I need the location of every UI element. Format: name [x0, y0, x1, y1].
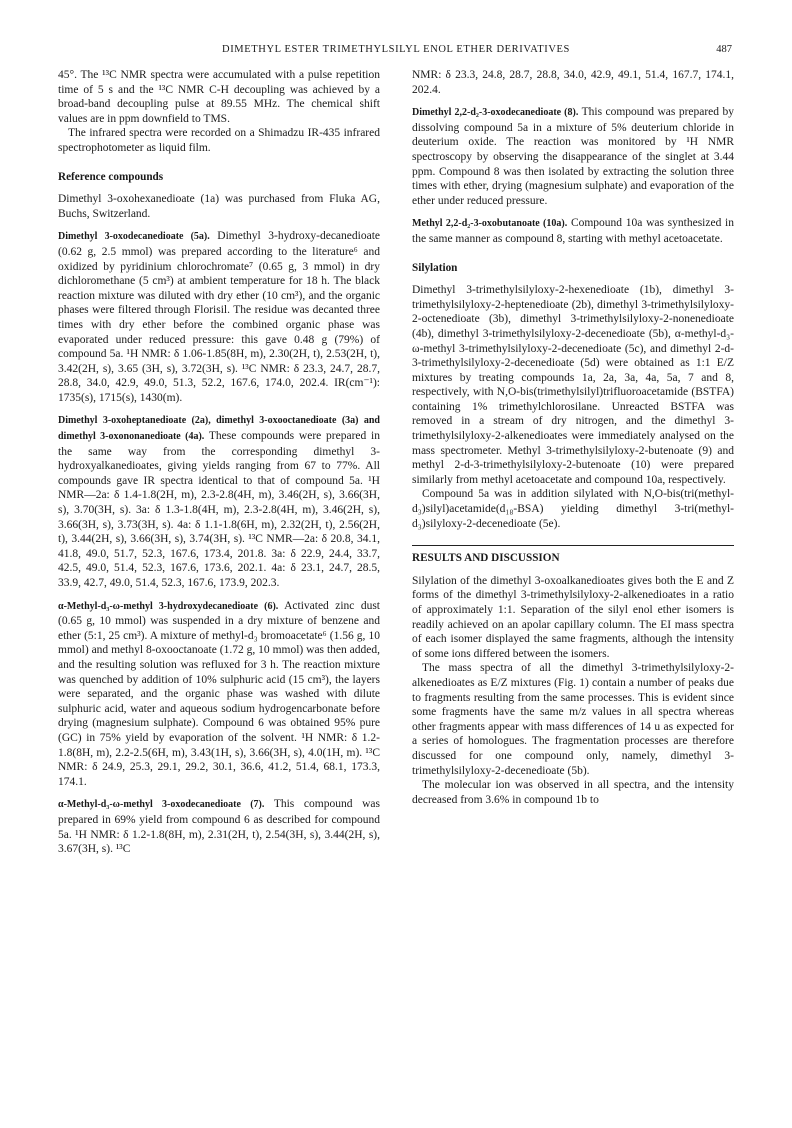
- page-number: 487: [716, 44, 732, 55]
- subheading-5a: Dimethyl 3-oxodecanedioate (5a).: [58, 231, 210, 243]
- subheading-6: α-Methyl-d₃-ω-methyl 3-hydroxydecanedioate (6).: [58, 600, 279, 612]
- paragraph: Dimethyl 3-oxohexanedioate (1a) was purchased from Fluka AG, Buchs, Switzerland.: [58, 193, 380, 220]
- section-heading-reference: Reference compounds: [58, 170, 164, 183]
- compound-6-text: Activated zinc dust (0.65 g, 10 mmol) was suspended in a dry mixture of benzene and ether (5:1, 25 cm³). A mixture of methyl-d₃ bromoacetate⁶ (1.56 g, 10 mmol) and methyl 8-oxooctanoate (1.72 g, 10 mmol) was then added, and the resulting solution was refluxed for 3 h. The reaction mixture was quenched by addition of 10% sulphuric acid (15 cm³), the layers were separated, and the organic phase was washed with dilute sulphuric acid, water and aqueous sodium hydrogencarbonate before drying (magnesium sulphate). Compound 6 was obtained 95% pure (GC) in 75% yield by evaporation of the solvent. ¹H NMR: δ 1.2-1.8(8H, m), 2.2-2.5(6H, m), 3.43(1H, s), 3.66(3H, s), 4.0(1H, m). ¹³C NMR: δ 24.9, 25.3, 29.1, 29.2, 30.1, 36.6, 41.2, 51.4, 68.1, 173.3, 174.1.: [58, 599, 380, 788]
- compound-6-paragraph: [58, 599, 380, 790]
- paragraph: Silylation of the dimethyl 3-oxoalkanedioates gives both the E and Z forms of the dimethyl 3-trimethylsilyloxy-2-alkenedioates in a ratio of approximately 1:1. Separation of the silyl enol ether isomers is readily achieved on an apolar capillary column. The EI mass spectra of each isomer displayed the same fragments, although the intensity of some ions differed between the isomers.: [412, 574, 734, 660]
- subheading-7: α-Methyl-d₃-ω-methyl 3-oxodecanedioate (7).: [58, 799, 265, 811]
- compound-10a-text: Compound 10a was synthesized in the same manner as compound 8, starting with methyl acetoacetate.: [412, 217, 734, 245]
- compound-5a-paragraph: [58, 229, 380, 405]
- paragraph: The infrared spectra were recorded on a Shimadzu IR-435 infrared spectrophotometer as liquid film.: [58, 127, 380, 154]
- compound-2a-text: These compounds were prepared in the same way from the corresponding dimethyl 3-hydroxyalkanedioates, giving yields ranging from 67 to 77%. All compounds gave IR spectra identical to that of compound 5a. ¹H NMR—2a: δ 1.4-1.8(2H, m), 2.3-2.8(4H, m), 3.46(2H, s), 3.66(3H, s), 3.70(3H, s). 3a: δ 1.3-1.8(4H, m), 2.3-2.8(4H, m), 3.46(2H, s), 3.66(3H, s), 3.73(3H, s). 4a: δ 1.1-1.8(6H, m), 2.32(2H, t), 2.56(2H, t), 3.44(2H, s), 3.66(3H, s), 3.74(3H, s). ¹³C NMR—2a: δ 20.8, 34.1, 41.8, 49.0, 51.7, 52.3, 167.6, 173.4, 201.8. 3a: δ 22.9, 24.4, 33.7, 42.5, 49.0, 51.4, 52.3, 167.6, 173.6, 202.1. 4a: δ 23.1, 24.7, 28.5, 33.9, 42.7, 49.0, 51.4, 52.3, 167.6, 173.9, 202.3.: [58, 430, 380, 589]
- subheading-10a: Methyl 2,2-d₂-3-oxobutanoate (10a).: [412, 218, 568, 230]
- section-rule: [412, 545, 734, 566]
- running-head: [60, 44, 732, 58]
- running-title: DIMETHYL ESTER TRIMETHYLSILYL ENOL ETHER DERIVATIVES: [222, 44, 570, 55]
- paragraph: Dimethyl 3-trimethylsilyloxy-2-hexenedioate (1b), dimethyl 3-trimethylsilyloxy-2-heptenedioate (2b), dimethyl 3-trimethylsilyloxy-2-octenedioate (3b), dimethyl 3-trimethylsilyloxy-2-nonenedioate (4b), dimethyl 3-trimethylsilyloxy-2-decenedioate (5b), α-methyl-d₃-ω-methyl 3-trimethylsilyloxy-2-decenedioate (5c), and dimethyl 2-d-3-trimethylsilyloxy-2-decenedioate (5d) were obtained as 1:1 E/Z mixtures by treating compounds 1a, 2a, 3a, 4a, 5a, 7 and 8, respectively, with N,O-bis(trimethylsilyl)trifluoroacetamide (BSTFA) containing 1% trimethylchlorosilane. Unreacted BSTFA was removed in a stream of dry nitrogen, and the dimethyl 3-trimethylsilyloxy-2-alkenedioates were immediately analysed on the mass spectrometer. Methyl 3-trimethylsilyloxy-2-butenoate (9) and methyl 2-d-3-trimethylsilyloxy-2-butenoate (10) were prepared similarly from methyl acetoacetate and compound 10a, respectively.: [412, 284, 734, 486]
- compound-5a-text: Dimethyl 3-hydroxy-decanedioate (0.62 g, 2.5 mmol) was prepared according to the literature⁶ and oxidized by pyridinium chlorochromate⁷ (0.65 g, 3 mmol) in dry dichloromethane (5 cm³) at ambient temperature for 18 h. The black reaction mixture was diluted with dry ether (10 cm³), and the organic phases were filtered through Florisil. The residue was decanted three times with dry ether before the combined organic phase was evaporated under reduced pressure: this gave 0.48 g (79%) of compound 5a. ¹H NMR: δ 1.06-1.85(8H, m), 2.30(2H, t), 2.53(2H, t), 3.42(2H, s), 3.65 (3H, s), 3.72(3H, s). ¹³C NMR: δ 23.3, 24.7, 28.7, 28.8, 34.0, 42.9, 49.0, 51.3, 52.2, 167.6, 174.0, 202.4. IR(cm⁻¹): 1735(s), 1715(s), 1430(m).: [58, 230, 380, 404]
- paragraph: Compound 5a was in addition silylated with N,O-bis(tri(methyl-d₃)silyl)acetamide(d₁₈-BSA) yielding dimethyl 3-tri(methyl-d₃)silyloxy-2-decenedioate (5e).: [412, 488, 734, 530]
- paragraph: NMR: δ 23.3, 24.8, 28.7, 28.8, 34.0, 42.9, 49.1, 51.4, 167.7, 174.1, 202.4.: [412, 69, 734, 96]
- paragraph: The molecular ion was observed in all spectra, and the intensity decreased from 3.6% in compound 1b to: [412, 779, 734, 806]
- paragraph: The mass spectra of all the dimethyl 3-trimethylsilyloxy-2-alkenedioates as E/Z mixtures (Fig. 1) contain a number of peaks due to fragments resulting from the same processes. This is evident since some fragments have the same m/z values in all spectra whereas other fragments appear with mass differences of 14 u as expected for a series of homologues. The fragmentation processes are therefore discussed for one compound only, namely, dimethyl 3-trimethylsilyloxy-2-decenedioate (5b).: [412, 662, 734, 777]
- compound-2a-paragraph: [58, 413, 380, 590]
- compound-10a-paragraph: [412, 216, 734, 246]
- compound-7-text: This compound was prepared in 69% yield from compound 6 as described for compound 5a. ¹H NMR: δ 1.2-1.8(8H, m), 2.31(2H, t), 2.54(3H, s), 3.44(2H, s), 3.67(3H, s). ¹³C: [58, 798, 380, 856]
- paragraph: 45°. The ¹³C NMR spectra were accumulated with a pulse repetition time of 5 s and the ¹³C NMR C-H decoupling was achieved by a broad-band decoupling pulse at 89.55 MHz. The chemical shift values are in ppm downfield to TMS.: [58, 69, 380, 125]
- section-heading-silylation: Silylation: [412, 261, 458, 274]
- compound-7-paragraph: [58, 797, 380, 856]
- right-column: [412, 68, 734, 807]
- subheading-2a: Dimethyl 3-oxoheptanedioate (2a), dimethyl 3-oxooctanedioate (3a) and dimethyl 3-oxononanedioate (4a).: [58, 415, 380, 443]
- compound-8-text: This compound was prepared by dissolving compound 5a in a mixture of 5% deuterium chloride in deuterium oxide. The reaction was monitored by ¹H NMR spectroscopy by observing the disappearance of the singlet at 3.44 ppm. Compound 8 was then isolated by extracting the solution three times with ether, drying (magnesium sulphate) and evaporation of the ether under reduced pressure.: [412, 106, 734, 207]
- section-heading-results: RESULTS AND DISCUSSION: [412, 552, 560, 565]
- left-column: [58, 68, 380, 857]
- compound-8-paragraph: [412, 105, 734, 208]
- subheading-8: Dimethyl 2,2-d₂-3-oxodecanedioate (8).: [412, 107, 579, 119]
